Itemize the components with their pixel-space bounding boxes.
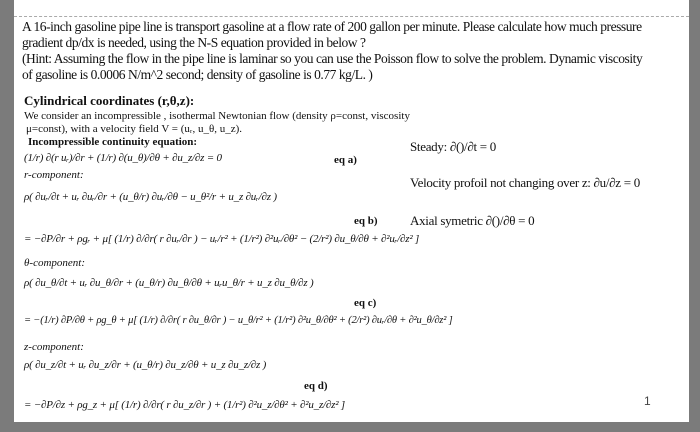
- intro-line-1: We consider an incompressible , isothermal Newtonian flow (density ρ=const, viscosity: [24, 110, 410, 122]
- question-line-1: A 16-inch gasoline pipe line is transport gasoline at a flow rate of 200 gallon per minute. Please calculate how much pressure: [22, 19, 642, 34]
- theta-equation-lhs: ρ( ∂u_θ/∂t + uᵣ ∂u_θ/∂r + (u_θ/r) ∂u_θ/∂θ + uᵣu_θ/r + u_z ∂u_θ/∂z ): [24, 277, 314, 289]
- theta-equation-rhs: = −(1/r) ∂P/∂θ + ρg_θ + μ[ (1/r) ∂/∂r( r ∂u_θ/∂r ) − u_θ/r² + (1/r²) ∂²u_θ/∂θ² + (2/r²) ∂uᵣ/∂θ + ∂²u_θ/∂z² ]: [24, 315, 453, 326]
- page-number: 1: [644, 394, 651, 408]
- eq-d-label: eq d): [304, 380, 328, 392]
- continuity-title: Incompressible continuity equation:: [28, 136, 198, 148]
- z-equation-rhs: = −∂P/∂z + ρg_z + μ[ (1/r) ∂/∂r( r ∂u_z/∂r ) + (1/r²) ∂²u_z/∂θ² + ∂²u_z/∂z² ]: [24, 399, 345, 411]
- continuity-equation: (1/r) ∂(r uᵣ)/∂r + (1/r) ∂(u_θ)/∂θ + ∂u_z/∂z = 0: [24, 152, 222, 164]
- r-component-title: r-component:: [24, 169, 84, 181]
- document-page: [14, 0, 689, 422]
- cylindrical-heading: Cylindrical coordinates (r,θ,z):: [24, 93, 195, 108]
- z-component-title: z-component:: [24, 341, 84, 353]
- eq-a-label: eq a): [334, 154, 357, 166]
- theta-component-title: θ-component:: [24, 257, 85, 269]
- r-equation-rhs: = −∂P/∂r + ρgᵣ + μ[ (1/r) ∂/∂r( r ∂uᵣ/∂r ) − uᵣ/r² + (1/r²) ∂²uᵣ/∂θ² − (2/r²) ∂u_θ/∂θ + ∂²uᵣ/∂z² ]: [24, 233, 420, 245]
- question-line-2: gradient dp/dx is needed, using the N-S equation provided in below ?: [22, 35, 366, 50]
- axial-symmetric-condition: Axial symetric ∂()/∂θ = 0: [410, 213, 535, 228]
- question-line-4: of gasoline is 0.0006 N/m^2 second; density of gasoline is 0.77 kg/L. ): [22, 67, 373, 82]
- steady-condition: Steady: ∂()/∂t = 0: [410, 139, 496, 154]
- z-equation-lhs: ρ( ∂u_z/∂t + uᵣ ∂u_z/∂r + (u_θ/r) ∂u_z/∂θ + u_z ∂u_z/∂z ): [24, 359, 267, 371]
- question-line-3: (Hint: Assuming the flow in the pipe line is laminar so you can use the Poisson flow to solve the problem. Dynamic viscosity: [22, 51, 643, 66]
- intro-line-2: μ=const), with a velocity field V = (uᵣ, u_θ, u_z).: [26, 123, 243, 135]
- dashed-divider: [14, 16, 689, 17]
- velocity-condition: Velocity profoil not changing over z: ∂u/∂z = 0: [410, 175, 640, 190]
- eq-b-label: eq b): [354, 215, 378, 227]
- r-equation-lhs: ρ( ∂uᵣ/∂t + uᵣ ∂uᵣ/∂r + (u_θ/r) ∂uᵣ/∂θ − u_θ²/r + u_z ∂uᵣ/∂z ): [24, 191, 277, 203]
- eq-c-label: eq c): [354, 297, 377, 309]
